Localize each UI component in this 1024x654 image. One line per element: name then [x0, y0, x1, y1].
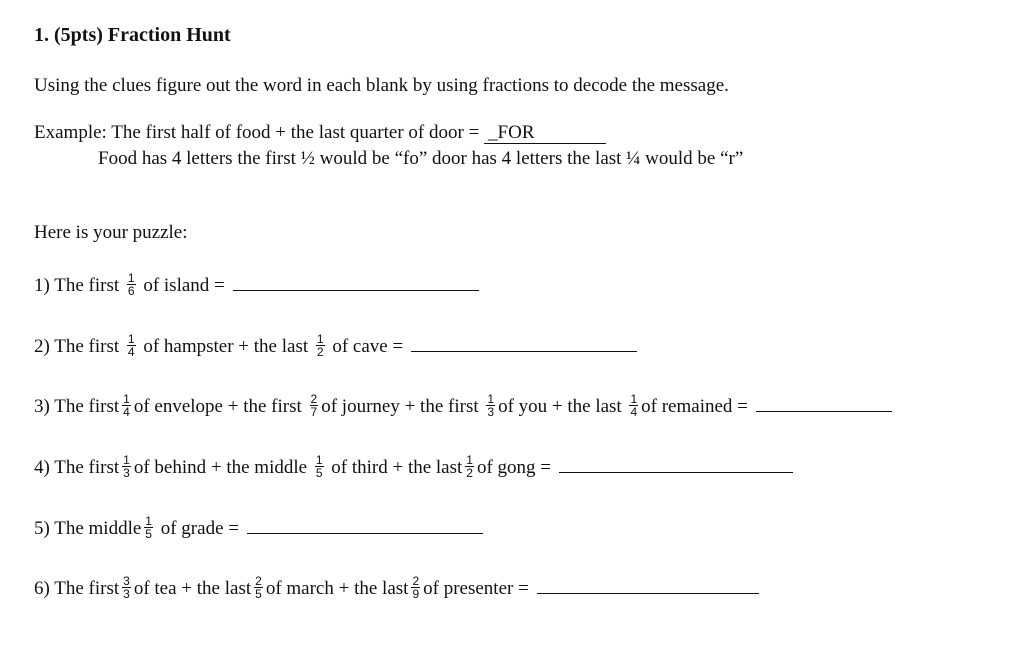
example-label: Example: The first half of food + the last quarter of door =: [34, 122, 480, 143]
instructions: Using the clues figure out the word in each blank by using fractions to decode the message.: [34, 75, 729, 96]
fraction-numerator: 3: [123, 574, 130, 589]
answer-blank-3[interactable]: [756, 393, 892, 412]
question-2-lead: 2) The first: [34, 336, 120, 357]
question-5-text: of grade =: [160, 518, 239, 539]
question-3-text: of envelope + the first: [133, 396, 302, 417]
example-explanation: Food has 4 letters the first ½ would be “fo” door has 4 letters the last ¼ would be “r”: [98, 148, 744, 169]
answer-blank-5[interactable]: [247, 515, 483, 534]
fraction-numerator: 1: [630, 392, 638, 407]
puzzle-heading: Here is your puzzle:: [34, 222, 188, 243]
fraction-denominator: 3: [487, 405, 495, 420]
fraction-denominator: 5: [145, 527, 152, 542]
example-answer: _FOR: [484, 123, 606, 144]
fraction-denominator: 4: [127, 345, 135, 360]
fraction-numerator: 1: [145, 514, 152, 529]
question-3: [34, 393, 892, 420]
question-4-text: of third + the last: [331, 457, 463, 478]
fraction: [486, 393, 495, 418]
question-6-text: of presenter =: [423, 578, 529, 599]
question-6-lead: 6) The first: [34, 578, 120, 599]
fraction-denominator: 7: [310, 405, 318, 420]
fraction: [254, 575, 263, 600]
question-5-lead: 5) The middle: [34, 518, 142, 539]
fraction-denominator: 4: [630, 405, 638, 420]
fraction-numerator: 1: [315, 453, 323, 468]
question-2-text: of hampster + the last: [143, 336, 309, 357]
fraction: [315, 454, 324, 479]
fraction: [629, 393, 638, 418]
question-2-text: of cave =: [332, 336, 404, 357]
question-1-text: of island =: [143, 275, 225, 296]
fraction-denominator: 5: [255, 587, 262, 602]
fraction-denominator: 4: [123, 405, 130, 420]
fraction: [127, 272, 136, 297]
question-3-lead: 3) The first: [34, 396, 120, 417]
question-6: [34, 575, 759, 602]
fraction: [122, 393, 131, 418]
answer-blank-2[interactable]: [411, 333, 637, 352]
answer-blank-1[interactable]: [233, 272, 479, 291]
question-5: [34, 515, 483, 542]
fraction-denominator: 2: [316, 345, 324, 360]
question-4-text: of gong =: [476, 457, 552, 478]
fraction: [127, 333, 136, 358]
fraction-numerator: 2: [310, 392, 318, 407]
fraction-denominator: 2: [466, 466, 473, 481]
fraction-numerator: 1: [466, 453, 473, 468]
question-3-text: of remained =: [641, 396, 748, 417]
fraction-denominator: 3: [123, 587, 130, 602]
question-4-lead: 4) The first: [34, 457, 120, 478]
question-6-text: of tea + the last: [133, 578, 252, 599]
fraction-numerator: 1: [127, 271, 135, 286]
question-4: [34, 454, 793, 481]
fraction: [144, 515, 153, 540]
fraction-denominator: 5: [315, 466, 323, 481]
question-1: [34, 272, 479, 299]
question-2: [34, 333, 637, 360]
fraction: [122, 454, 131, 479]
question-3-text: of you + the last: [498, 396, 622, 417]
fraction-numerator: 2: [255, 574, 262, 589]
question-6-text: of march + the last: [265, 578, 409, 599]
fraction: [316, 333, 325, 358]
fraction: [122, 575, 131, 600]
fraction: [310, 393, 319, 418]
fraction-numerator: 2: [412, 574, 420, 589]
question-1-lead: 1) The first: [34, 275, 120, 296]
example-line: [34, 121, 606, 145]
fraction: [411, 575, 420, 600]
answer-blank-6[interactable]: [537, 575, 759, 594]
fraction-numerator: 1: [127, 332, 135, 347]
fraction-denominator: 6: [127, 284, 135, 299]
question-4-text: of behind + the middle: [133, 457, 308, 478]
worksheet-title: 1. (5pts) Fraction Hunt: [34, 24, 231, 46]
fraction-numerator: 1: [123, 453, 130, 468]
question-3-text: of journey + the first: [321, 396, 479, 417]
fraction-numerator: 1: [316, 332, 324, 347]
fraction-denominator: 9: [412, 587, 420, 602]
fraction-numerator: 1: [487, 392, 495, 407]
answer-blank-4[interactable]: [559, 454, 793, 473]
fraction-numerator: 1: [123, 392, 130, 407]
fraction-denominator: 3: [123, 466, 130, 481]
fraction: [465, 454, 474, 479]
